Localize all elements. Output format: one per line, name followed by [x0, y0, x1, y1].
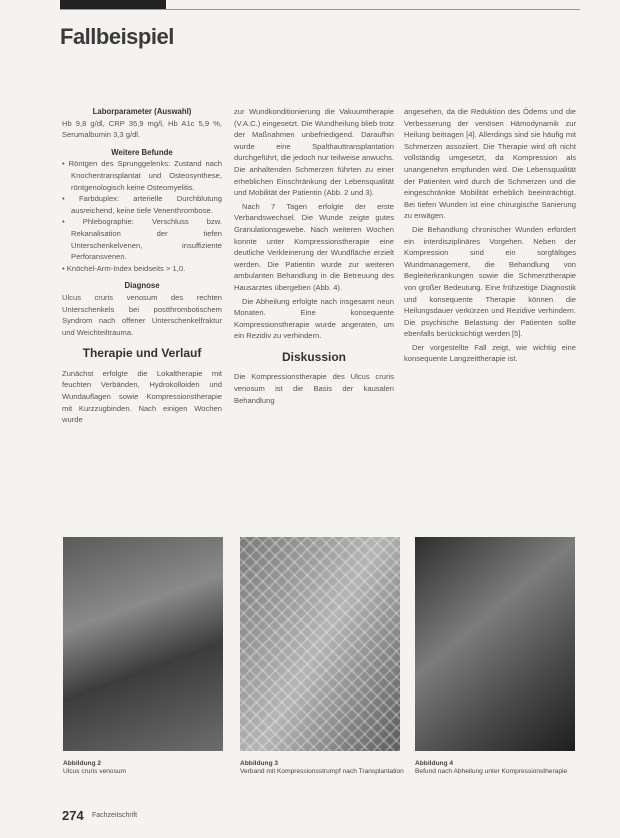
page-number: 274	[62, 808, 84, 823]
page-title: Fallbeispiel	[60, 24, 174, 49]
figure-photo-4	[415, 537, 575, 751]
paragraph: angesehen, da die Reduktion des Ödems und die Verbesserung der venösen Hämodynamik zur Heilung beitragen [4]. Allerdings sind sie häufig mit Schmerzen assoziiert. Die Therapie wird oft nicht vollständig umgesetzt, da Kompression als unangenehm empfunden wird. Die Lebensqualität der Patienten wird durch die Schmerzen und die eingeschränkte Mobilität erheblich beeinträchtigt. Bei tiefen Wunden ist eine chirurgische Sanierung zu erwägen.	[404, 107, 576, 221]
column-left	[62, 106, 222, 428]
caption-label: Abbildung 2	[63, 760, 102, 767]
list-item: • Röntgen des Sprunggelenks: Zustand nach Knochentransplantat und Osteosynthese, röntgenologisch keine Osteomyelitis.	[62, 159, 222, 192]
figure-photo-3	[240, 537, 400, 751]
header-bar	[60, 0, 166, 9]
section-heading-weitere: Weitere Befunde	[111, 147, 173, 157]
list-item: • Farbduplex: arterielle Durchblutung ausreichend, keine tiefe Venenthrombose.	[62, 194, 222, 215]
list-item: • Knöchel-Arm-Index beidseits > 1,0.	[62, 263, 186, 273]
figure-caption-4	[415, 760, 580, 776]
caption-text: Verband mit Kompressionsstrumpf nach Transplantation	[240, 768, 404, 775]
section-heading-diagnose: Diagnose	[124, 281, 160, 291]
column-middle	[234, 106, 394, 408]
section-heading-diskussion: Diskussion	[281, 349, 347, 364]
caption-text: Ulcus cruris venosum	[63, 768, 127, 775]
therapie-text: Zunächst erfolgte die Lokaltherapie mit feuchten Verbänden, Hydrokolloiden und Wundauflagen sowie Kompressionstherapie mit Kurzzugbinden. Nach einigen Wochen wurde	[62, 368, 222, 425]
paragraph: Der vorgestellte Fall zeigt, wie wichtig eine konsequente Langzeittherapie ist.	[404, 342, 576, 364]
section-heading-therapie: Therapie und Verlauf	[82, 346, 202, 361]
caption-label: Abbildung 4	[415, 760, 454, 767]
caption-label: Abbildung 3	[240, 760, 279, 767]
paragraph: Die Abheilung erfolgte nach insgesamt neun Monaten. Eine konsequente Kompressionstherapie wurde angeraten, um ein Rezidiv zu verhindern.	[234, 296, 394, 341]
column-right	[404, 106, 576, 367]
diagnose-text: Ulcus cruris venosum des rechten Unterschenkels bei postthrombotischem Syndrom nach offener Unterschenkelfraktur und Weichteiltrauma.	[62, 292, 222, 337]
figure-caption-3	[240, 760, 405, 776]
lab-text: Hb 9,8 g/dl, CRP 35,9 mg/l, Hb A1c 5,9 %, Serumalbumin 3,3 g/dl.	[62, 118, 222, 140]
footer-source: Fachzeitschrift	[92, 812, 138, 819]
figure-caption-2	[63, 760, 228, 776]
paragraph: Die Behandlung chronischer Wunden erfordert ein interdisziplinäres Vorgehen. Neben der Kompression sind ein sorgfältiges Wundmanagement, die Behandlung von Begleiterkrankungen sowie die Schmerztherapie von großer Bedeutung. Eine frühzeitige Diagnostik und konsequente Therapie können die Heilungsdauer verkürzen und Rezidive verhindern. Die psychische Belastung der Patienten sollte ebenfalls berücksichtigt werden [5].	[404, 224, 576, 339]
paragraph: zur Wundkonditionierung die Vakuumtherapie (V.A.C.) eingesetzt. Die Wundheilung blieb trotz der Maßnahmen unbefriedigend. Daraufhin wurde eine Spalthauttransplantation durchgeführt, die jedoch nur teilweise anwuchs. Die anhaltenden Schmerzen führten zu einer erheblichen Einschränkung der Lebensqualität und Mobilität der Patientin (Abb. 2 und 3).	[234, 107, 394, 198]
list-item: • Phlebographie: Verschluss bzw. Rekanalisation der tiefen Unterschenkelvenen, insuffiziente Perforansvenen.	[62, 217, 222, 262]
figure-photo-2	[63, 537, 223, 751]
section-heading-lab: Laborparameter (Auswahl)	[92, 107, 192, 116]
paragraph: Nach 7 Tagen erfolgte der erste Verbandswechsel. Die Wunde zeigte gutes Granulationsgewebe. Nach weiteren Wochen konnte unter Kompressionstherapie eine deutliche Verkleinerung der Wundfläche erzielt werden. Die Patientin wurde zur weiteren ambulanten Behandlung in die Betreuung des Hausarztes übergeben (Abb. 4).	[234, 201, 394, 292]
caption-text: Befund nach Abheilung unter Kompressionstherapie	[415, 768, 568, 775]
diskussion-text: Die Kompressionstherapie des Ulcus cruris venosum ist die Basis der kausalen Behandlung	[234, 372, 394, 405]
header-rule	[60, 9, 580, 10]
